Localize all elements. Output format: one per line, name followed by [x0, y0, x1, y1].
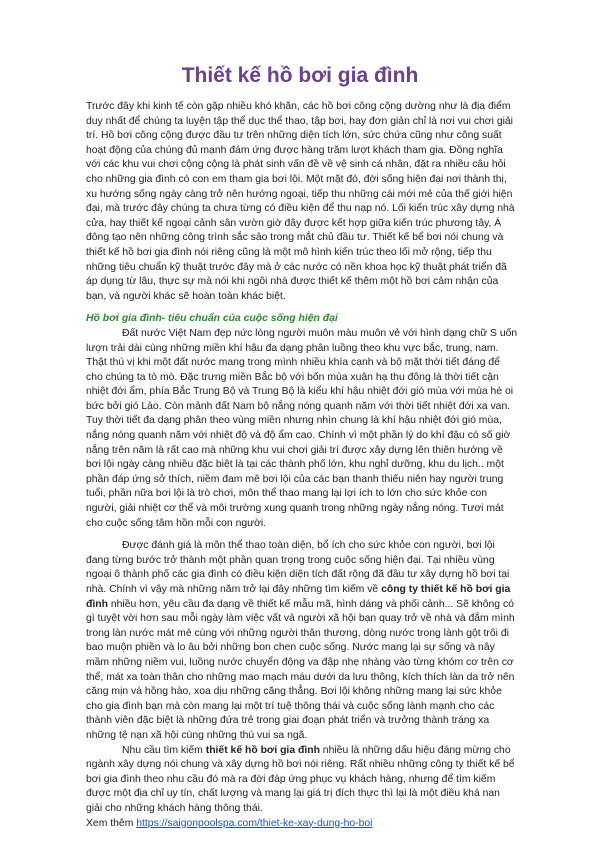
see-more-link[interactable]: https://saigonpoolspa.com/thiet-ke-xay-dung-ho-boi — [136, 817, 373, 829]
demand-paragraph — [86, 744, 518, 817]
intro-paragraph: Trước đây khi kinh tế còn gặp nhiều khó khăn, các hồ bơi công cộng dường như là địa điểm duy nhất để chúng ta luyện tập thể dục thể thao, tập bơi, hay đơn giản chỉ là nơi vui chơi giải trí. Hồ bơi công cộng được đầu tư trên những diện tích lớn, sức chứa cũng như công suất hoạt động của chúng đủ mạnh đám ứng được hàng trăm lượt khách tham gia. Đồng nghĩa với các khu vui chơi cộng cộng là phát sinh vấn đề về vệ sinh cá nhân, đặt ra nhiều câu hỏi cho những gia đình có con em tham gia bơi lội. Một mặt đó, đời sống hiện đại nơi thành thị, xu hướng sống ngày càng trở nên hướng ngoại, tiếp thu những cái mới mẻ của thế giới hiện đại, mà trước đây chúng ta chưa từng có điều kiện để thu nạp nó. Lối kiến trúc xây dựng nhà cửa, hay thiết kế ngoại cảnh sân vườn giờ đây được kết hợp giữa kiến trúc phương tây, Á đông tạo nên những công trình sắc sảo trong mắt chủ đầu tư. Thiết kế bể bơi nói chung và thiết kế hồ bơi gia đình nói riêng cũng là một mô hình kiến trúc theo lối mở rộng, tiếp thu những tiêu chuẩn kỹ thuật trước đây mà ở các nước có nền khoa học kỹ thuật phát triển đã áp dụng từ lâu, thực sự mà nói khi ngôi nhà được thiết kế thêm một hồ bơi cảm nhận của bạn, và người khác sẽ hoàn toàn khác biệt. — [86, 101, 515, 302]
see-more-label: Xem thêm — [86, 817, 137, 829]
demand-text-part2: nhiều là những dấu hiệu đáng mừng cho ngành xây dựng nói chung và xây dựng hồ bơi nói riêng. Rất nhiều những công ty thiết kế bể bơi gia đình theo nhu cầu đó mà ra đời đáp ứng phục vụ khách hàng, nhưng để tìm kiếm được một địa chỉ uy tín, chất lượng và mang lại giá trị đích thực thì lại là một điều khá nan giải cho những khách hàng thông thái. — [86, 744, 515, 814]
benefits-text-part2: nhiều hơn, yêu cầu đa dạng về thiết kế mẫu mã, hình dáng và phối cảnh... Sẽ không có gì tuyệt vời hơn sau mỗi ngày làm việc vất vả người xã hội bạn quay trở về nhà và đắm mình trong làn nước mát mẻ cùng với những người thân thương, dòng nước trong lành gột trôi đi bao muộn phiền và lo âu bởi những bon chen cuộc sống. Nước mang lại sự sống và nây mầm những niềm vui, luồng nước chuyển động va đập nhẹ nhàng vào từng khóm cơ trên cơ thể, mát xa toàn thân cho những mao mạch máu dưới da lưu thông, kích thích làn da trở nên căng mịn và hồng hào, xoa dịu những căng thẳng. Bơi lội không những mang lại sức khỏe cho gia đình bạn mà còn mang lại một trí tuệ thông thái và cuộc sống lành mạnh cho các thành viên đặc biệt là những đứa trẻ trong giai đoạn phát triển và trưởng thành tráng xa những tệ nạn xã hội cùng những thú vui sa ngã. — [86, 598, 515, 741]
paragraph-gap — [86, 304, 518, 312]
benefits-paragraph — [86, 539, 518, 743]
see-more-line — [86, 817, 518, 832]
page-title: Thiết kế hồ bơi gia đình — [181, 64, 419, 87]
document-body — [86, 100, 518, 831]
demand-text-part1: Nhu cầu tìm kiếm — [122, 744, 206, 756]
section-heading: Hồ bơi gia đình- tiêu chuẩn của cuộc sống hiện đại — [86, 313, 338, 325]
paragraph-gap — [86, 531, 518, 539]
climate-paragraph: Đất nước Việt Nam đẹp nức lòng người muôn màu muôn vẻ với hình dạng chữ S uốn lượn trải dài cùng những miền khí hậu đa dạng phân luồng theo khu vực bắc, trung, nam. Thật thú vị khi một đất nước mang trong mình nhiều khía cạnh và bộ mặt thời tiết đáng để cho chúng ta tò mò. Đặc trưng miền Bắc bộ với bốn mùa xuân hạ thu đông là thời tiết cận nhiệt đới ẩm, phía Bắc Trung Bộ và Trung Bộ là kiểu khí hậu nhiệt đới gió mùa với mùa hè oi bức bởi gió Lào. Còn mảnh đất Nam bộ nắng nóng quanh năm với thời tiết nhiệt đới xa van. Tuy thời tiết đa dạng phân theo vùng miền nhưng nhìn chung là khí hậu nhiệt đới gió mùa, nắng nóng quanh năm với nhiệt độ và độ ẩm cao. Chính vì một phần lý do khí đậu có số giờ nắng trên năm là rất cao mà những khu vui chơi giải trí được xây dựng lên thiên hướng về bơi lội ngày càng nhiều đặc biệt là tại các thành phố lớn, khu nghỉ dưỡng, khu du lịch.. một phần đáp ứng sở thích, niềm đam mê bơi lội của các bạn thanh thiếu niên hay người trung tuổi, phần nữa bơi lội là trò chơi, môn thể thao mang lại lợi ích to lớn cho sức khỏe con người, giải nhiệt cơ thể và môi trường xung quanh trong những ngày nắng nóng. Tươi mát cho cuộc sống tâm hồn mỗi con người. — [86, 327, 518, 529]
benefits-text-part1: Được đánh giá là môn thể thao toàn diện, bổ ích cho sức khỏe con người, bơi lội đang từng bước trở thành một phần quan trọng trong cuộc sống hiện đại. Tại nhiều vùng ngoại ô thành phố các gia đình có điều kiện diện tích đất rộng đã đầu tư xây dựng hồ bơi tại nhà. Chính vì vậy mà những năm trở lại đây những tìm kiếm về — [86, 540, 510, 595]
benefits-bold-keyword: công ty thiết kế hồ bơi gia đình — [86, 584, 511, 610]
demand-bold-keyword: thiết kế hồ bơi gia đình — [205, 744, 320, 756]
